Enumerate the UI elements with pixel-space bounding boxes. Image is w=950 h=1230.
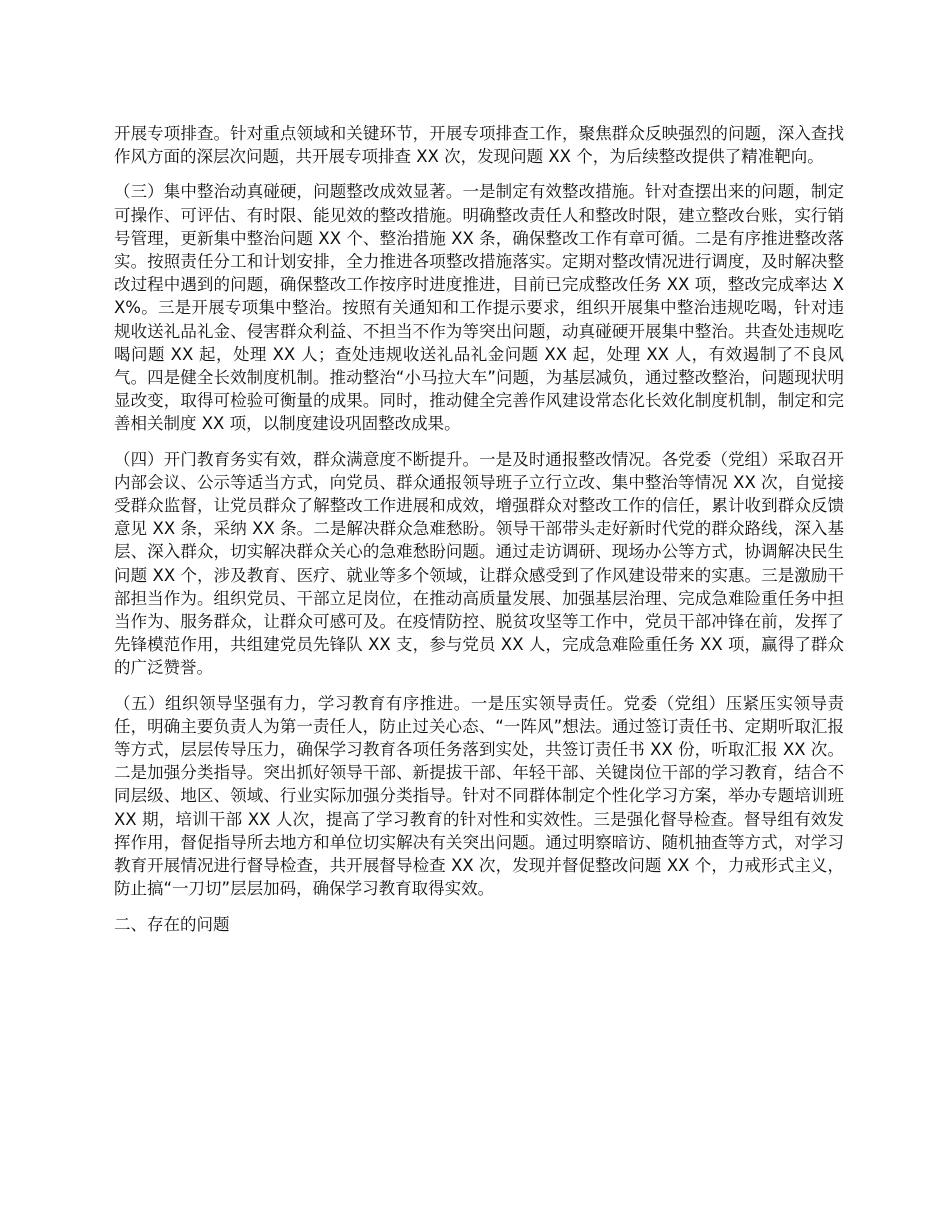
section-heading-existing-problems: 二、存在的问题 (114, 914, 230, 934)
paragraph-section-4: （四）开门教育务实有效，群众满意度不断提升。一是及时通报整改情况。各党委（党组）采取召开内部会议、公示等适当方式，向党员、群众通报领导班子立行立改、集中整治等情况 XX 次，自觉接受群众监督，让党员群众了解整改工作进展和成效，增强群众对整改工作的信任，累计收到群众反馈意见 XX 条，采纳 XX 条。二是解决群众急难愁盼。领导干部带头走好新时代党的群众路线，深入基层、深入群众，切实解决群众关心的急难愁盼问题。通过走访调研、现场办公等方式，协调解决民生问题 XX 个，涉及教育、医疗、就业等多个领域，让群众感受到了作风建设带来的实惠。三是激励干部担当作为。组织党员、干部立足岗位，在推动高质量发展、加强基层治理、完成急难险重任务中担当作为、服务群众，让群众可感可及。在疫情防控、脱贫攻坚等工作中，党员干部冲锋在前，发挥了先锋模范作用，共组建党员先锋队 XX 支，参与党员 XX 人，完成急难险重任务 XX 项，赢得了群众的广泛赞誉。 (114, 449, 844, 678)
paragraph-section-3: （三）集中整治动真碰硬，问题整改成效显著。一是制定有效整改措施。针对查摆出来的问题，制定可操作、可评估、有时限、能见效的整改措施。明确整改责任人和整改时限，建立整改台账，实行销号管理，更新集中整治问题 XX 个、整治措施 XX 条，确保整改工作有章可循。二是有序推进整改落实。按照责任分工和计划安排，全力推进各项整改措施落实。定期对整改情况进行调度，及时解决整改过程中遇到的问题，确保整改工作按序时进度推进，目前已完成整改任务 XX 项，整改完成率达 XX%。三是开展专项集中整治。按照有关通知和工作提示要求，组织开展集中整治违规吃喝，针对违规收送礼品礼金、侵害群众利益、不担当不作为等突出问题，动真碰硬开展集中整治。共查处违规吃喝问题 XX 起，处理 XX 人；查处违规收送礼品礼金问题 XX 起，处理 XX 人，有效遏制了不良风气。四是健全长效制度机制。推动整治“小马拉大车”问题，为基层减负，通过整改整治，问题现状明显改变，取得可检验可衡量的成果。同时，推动健全完善作风建设常态化长效化制度机制，制定和完善相关制度 XX 项，以制度建设巩固整改成果。 (114, 182, 844, 434)
paragraph-special-inspection: 开展专项排查。针对重点领域和关键环节，开展专项排查工作，聚焦群众反映强烈的问题，深入查找作风方面的深层次问题，共开展专项排查 XX 次，发现问题 XX 个，为后续整改提供了精准靶向。 (114, 124, 844, 167)
document-page (114, 122, 844, 936)
paragraph-section-5: （五）组织领导坚强有力，学习教育有序推进。一是压实领导责任。党委（党组）压紧压实领导责任，明确主要负责人为第一责任人，防止过关心态、“一阵风”想法。通过签订责任书、定期听取汇报等方式，层层传导压力，确保学习教育各项任务落到实处，共签订责任书 XX 份，听取汇报 XX 次。二是加强分类指导。突出抓好领导干部、新提拔干部、年轻干部、关键岗位干部的学习教育，结合不同层级、地区、领域、行业实际加强分类指导。针对不同群体制定个性化学习方案，举办专题培训班 XX 期，培训干部 XX 人次，提高了学习教育的针对性和实效性。三是强化督导检查。督导组有效发挥作用，督促指导所去地方和单位切实解决有关突出问题。通过明察暗访、随机抽查等方式，对学习教育开展情况进行督导检查，共开展督导检查 XX 次，发现并督促整改问题 XX 个，力戒形式主义，防止搞“一刀切”层层加码，确保学习教育取得实效。 (114, 693, 844, 899)
